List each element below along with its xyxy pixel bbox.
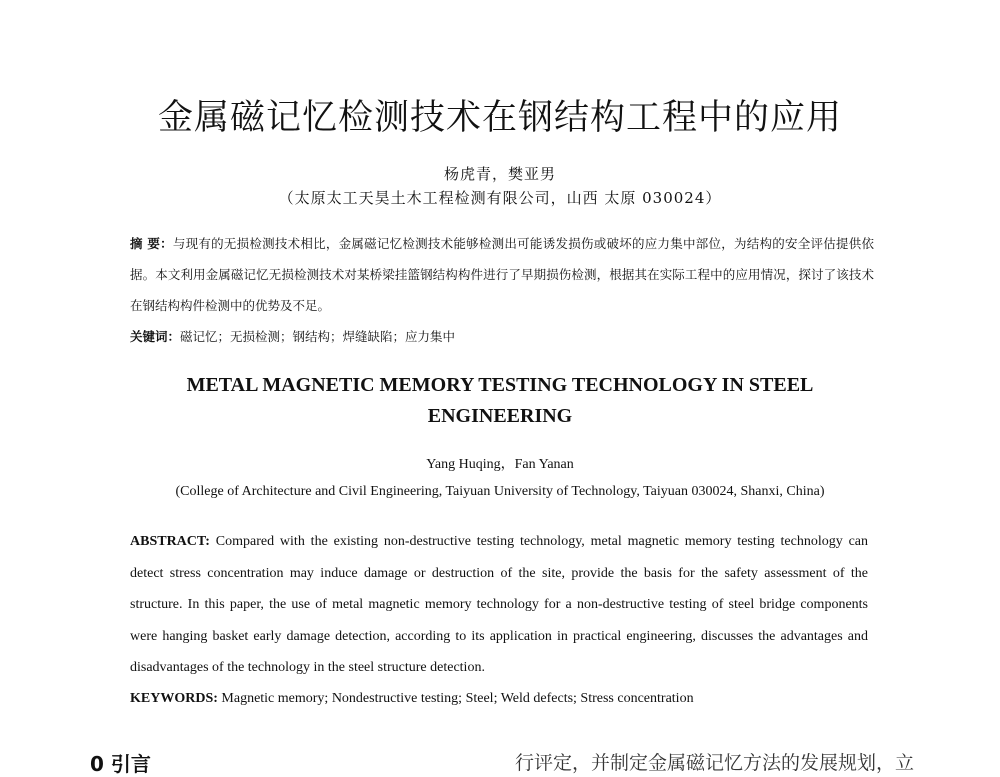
abstract-cn-text: 与现有的无损检测技术相比，金属磁记忆检测技术能够检测出可能诱发损伤或破坏的应力集中部位，为结构的安全评估提供依据。本文利用金属磁记忆无损检测技术对某桥梁挂篮钢结构构件进行了早期损伤检测，根据其在实际工程中的应用情况，探讨了该技术在钢结构构件检测中的优势及不足。 <box>130 236 874 313</box>
abstract-cn-label: 摘 要： <box>130 236 173 251</box>
abstract-en-text: Compared with the existing non-destructive testing technology, metal magnetic memory testing technology can detect stress concentration may induce damage or destruction of the site, provide the basis for the safety assessment of the structure. In this paper, the use of metal magnetic memory technology for a non-destructive testing of steel bridge components were hanging basket early damage detection, according to its application in practical engineering, discusses the advantages and disadvantages of the technology in the steel structure detection. <box>130 534 869 675</box>
keywords-cn-text: 磁记忆；无损检测；钢结构；焊缝缺陷；应力集中 <box>180 329 456 344</box>
paper-title-cn: 金属磁记忆检测技术在钢结构工程中的应用 <box>157 98 842 138</box>
authors-cn: 杨虎青，樊亚男 <box>443 165 556 183</box>
abstract-cn <box>130 228 874 321</box>
keywords-cn <box>130 321 874 352</box>
keywords-cn-label: 关键词： <box>130 329 181 344</box>
abstract-en-label: ABSTRACT: <box>130 534 210 549</box>
authors-en: Yang Huqing，Fan Yanan <box>426 457 574 472</box>
keywords-en-text: Magnetic memory; Nondestructive testing; Steel; Weld defects; Stress concentration <box>221 691 694 706</box>
column2-partial-text: 行评定，并制定金属磁记忆方法的发展规划，立 <box>515 752 915 774</box>
affiliation-cn: （太原太工天昊土木工程检测有限公司，山西 太原 030024） <box>278 189 722 207</box>
abstract-en <box>130 526 868 684</box>
keywords-en <box>130 686 868 712</box>
keywords-en-label: KEYWORDS: <box>130 691 218 706</box>
paper-title-en: METAL MAGNETIC MEMORY TESTING TECHNOLOGY IN STEEL ENGINEERING <box>186 374 814 427</box>
section-heading-introduction: 0 引言 <box>90 752 151 776</box>
affiliation-en: (College of Architecture and Civil Engineering, Taiyuan University of Technology, Taiyuan 030024, Shanxi, China) <box>175 484 825 499</box>
